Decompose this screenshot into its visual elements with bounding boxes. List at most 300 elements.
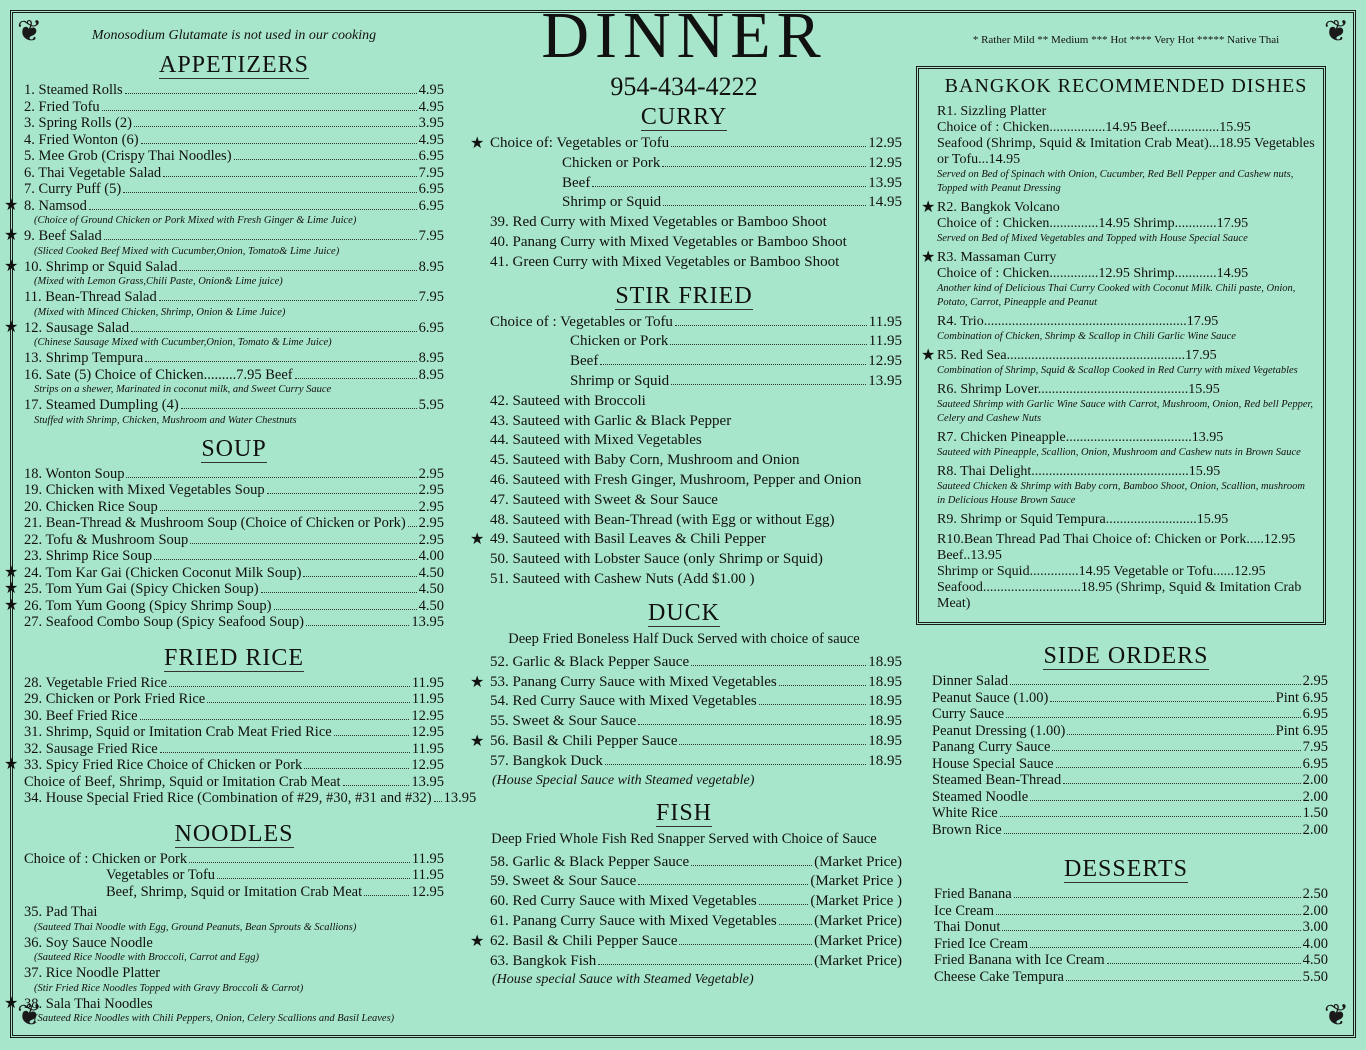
star-icon: ★	[4, 596, 19, 614]
menu-item	[4, 196, 444, 229]
menu-item-name: 36. Soy Sauce Noodle	[24, 934, 153, 951]
menu-item-line	[24, 790, 477, 807]
menu-item	[490, 392, 902, 412]
menu-item-name: 5. Mee Grob (Crispy Thai Noodles)	[24, 148, 232, 164]
menu-item	[490, 491, 902, 511]
menu-item-line	[24, 499, 444, 516]
dot-leader	[1006, 717, 1301, 718]
dot-leader	[670, 344, 866, 345]
star-icon: ★	[4, 580, 19, 597]
menu-item	[24, 482, 444, 499]
menu-item-line	[490, 313, 902, 333]
menu-item-name: 60. Red Curry Sauce with Mixed Vegetables	[490, 893, 757, 910]
curry-heading: CURRY	[640, 104, 728, 130]
menu-item	[24, 466, 444, 483]
menu-item-price: (Market Price)	[814, 853, 902, 870]
recommended-list	[921, 104, 1315, 612]
menu-item-price: (Market Price )	[810, 873, 902, 890]
menu-item-price: 4.00	[1302, 935, 1328, 952]
stir-fried-list	[466, 392, 902, 590]
desserts-heading: DESSERTS	[1064, 856, 1188, 882]
dot-leader	[1052, 750, 1300, 751]
menu-item	[4, 227, 444, 259]
menu-item-name: 10. Shrimp or Squid Salad	[24, 258, 178, 275]
menu-item-name: 18. Wonton Soup	[24, 465, 125, 482]
menu-item-line	[932, 690, 1328, 707]
dot-leader	[274, 609, 417, 610]
menu-item	[4, 580, 444, 598]
menu-item-desc: (Mixed with Minced Chicken, Shrimp, Onion & Lime Juice)	[34, 306, 286, 318]
menu-item-desc: (Sauteed Rice Noodles with Chili Peppers, Onion, Celery Scallions and Basil Leaves)	[34, 1013, 395, 1024]
menu-item	[932, 789, 1328, 806]
menu-item-line	[932, 739, 1328, 756]
fish-footer: (House special Sauce with Steamed Vegetable)	[492, 972, 754, 988]
menu-item	[932, 772, 1328, 789]
menu-item-line	[24, 82, 444, 99]
menu-item-price: 13.95	[443, 790, 477, 806]
dot-leader	[295, 378, 417, 379]
menu-item-name: Chicken or Pork	[570, 333, 669, 350]
star-icon: ★	[4, 227, 19, 244]
menu-item-line	[24, 614, 444, 631]
menu-item	[490, 313, 902, 333]
duck-list	[466, 653, 902, 772]
recommended-desc: Served on Bed of Mixed Vegetables and Topped with House Special Sauce	[937, 233, 1248, 244]
menu-item-line	[932, 723, 1328, 740]
menu-item-name: Beef	[570, 353, 599, 370]
star-icon: ★	[4, 563, 19, 581]
menu-item-name: 37. Rice Noodle Platter	[24, 965, 161, 981]
menu-item-price: 2.95	[418, 482, 444, 498]
dot-leader	[1014, 897, 1301, 898]
menu-item	[24, 724, 444, 741]
dot-leader	[663, 205, 866, 206]
fried-rice-heading: FRIED RICE	[163, 644, 304, 671]
dot-leader	[89, 209, 417, 210]
menu-item-name: Panang Curry Sauce	[932, 739, 1051, 755]
menu-item	[934, 936, 1328, 953]
star-icon: ★	[470, 135, 485, 152]
menu-item-line	[490, 174, 902, 194]
menu-item-line	[24, 548, 444, 565]
menu-item-line	[490, 154, 902, 174]
menu-item-name: 33. Spicy Fried Rice Choice of Chicken or Pork	[24, 757, 303, 773]
dot-leader	[306, 625, 409, 626]
menu-title: DINNER	[541, 0, 827, 72]
menu-item-name: Chicken or Pork	[562, 154, 661, 171]
menu-item	[932, 690, 1328, 707]
stir-fried-heading: STIR FRIED	[615, 282, 753, 309]
menu-item	[24, 708, 444, 725]
menu-item-line	[24, 350, 444, 367]
dot-leader	[159, 300, 417, 301]
menu-item	[470, 732, 902, 752]
menu-item-line	[24, 774, 444, 791]
menu-item-name: 51. Sauteed with Cashew Nuts (Add $1.00 )	[490, 570, 755, 587]
menu-item-line	[24, 181, 444, 198]
recommended-line: R7. Chicken Pineapple....................................13.95	[937, 430, 1224, 445]
menu-item-line	[24, 482, 444, 499]
menu-item	[4, 756, 444, 774]
dot-leader	[261, 592, 417, 593]
dot-leader	[334, 735, 410, 736]
menu-item-desc: (Choice of Ground Chicken or Pork Mixed with Fresh Ginger & Lime Juice)	[34, 215, 357, 226]
dot-leader	[1002, 930, 1300, 931]
menu-item	[934, 919, 1328, 936]
fish-intro: Deep Fried Whole Fish Red Snapper Served with Choice of Sauce	[491, 830, 877, 847]
menu-item-name: Choice of Beef, Shrimp, Squid or Imitation Crab Meat	[24, 773, 341, 790]
menu-item-name: 53. Panang Curry Sauce with Mixed Vegetables	[490, 673, 777, 690]
menu-item-name: 48. Sauteed with Bean-Thread (with Egg or without Egg)	[490, 511, 835, 528]
menu-item	[4, 257, 444, 290]
menu-item	[934, 903, 1328, 920]
heat-scale: * Rather Mild ** Medium *** Hot **** Very Hot ***** Native Thai	[972, 34, 1280, 46]
menu-item-line	[24, 581, 444, 598]
menu-item-name: 1. Steamed Rolls	[24, 82, 123, 98]
noodles-heading: NOODLES	[174, 820, 294, 847]
menu-item-name: 55. Sweet & Sour Sauce	[490, 713, 637, 730]
menu-item-name: Shrimp or Squid	[562, 194, 662, 211]
dot-leader	[408, 526, 417, 527]
menu-item-price: 7.95	[418, 164, 444, 181]
menu-item	[932, 723, 1328, 740]
menu-item	[490, 853, 902, 873]
menu-item-name: 13. Shrimp Tempura	[24, 350, 144, 366]
menu-item-line	[24, 851, 444, 868]
menu-item-name: Beef	[562, 174, 591, 191]
menu-item-price: 4.50	[418, 597, 444, 614]
menu-item-price: 13.95	[868, 372, 902, 389]
dot-leader	[104, 239, 417, 240]
menu-item-name: 29. Chicken or Pork Fried Rice	[24, 691, 206, 707]
menu-item-desc: Strips on a shewer, Marinated in coconut milk, and Sweet Curry Sauce	[34, 384, 332, 395]
recommended-desc: Combination of Chicken, Shrimp & Scallop in Chili Garlic Wine Sauce	[937, 331, 1236, 342]
corner-ornament-icon: ❦	[17, 999, 43, 1032]
menu-item-name: 6. Thai Vegetable Salad	[24, 164, 162, 181]
menu-item	[490, 653, 902, 673]
menu-item-line	[932, 805, 1328, 822]
menu-item-line	[490, 932, 902, 952]
star-icon: ★	[4, 994, 19, 1012]
menu-item-price: 11.95	[411, 867, 444, 883]
menu-item-price: 8.95	[418, 258, 444, 275]
menu-item-price: 7.95	[418, 289, 444, 305]
menu-item-name: 47. Sauteed with Sweet & Sour Sauce	[490, 491, 718, 508]
menu-item-line	[490, 653, 902, 673]
dot-leader	[671, 384, 866, 385]
menu-item-line	[932, 673, 1328, 690]
menu-item-name: Cheese Cake Tempura	[934, 968, 1064, 985]
menu-item-name: 58. Garlic & Black Pepper Sauce	[490, 853, 690, 870]
menu-item-line	[490, 332, 902, 352]
menu-item-price: 2.00	[1302, 788, 1328, 805]
menu-item-price: 18.95	[868, 713, 902, 730]
menu-item-price: 18.95	[868, 673, 902, 690]
menu-item-name: Vegetables or Tofu	[106, 867, 216, 883]
menu-item-line	[24, 724, 444, 741]
menu-item-price: 11.95	[868, 333, 902, 350]
dot-leader	[125, 93, 417, 94]
menu-item-price: 3.95	[418, 115, 444, 131]
menu-item	[24, 367, 444, 398]
menu-item-desc: (Sauteed Rice Noodle with Broccoli, Carrot and Egg)	[34, 952, 259, 963]
menu-item-name: 32. Sausage Fried Rice	[24, 740, 158, 757]
recommended-item	[937, 314, 1315, 344]
star-icon: ★	[470, 531, 485, 549]
recommended-item	[937, 532, 1315, 612]
menu-item-price: 18.95	[868, 653, 902, 670]
menu-item	[24, 790, 477, 807]
star-icon: ★	[921, 347, 936, 364]
menu-item	[490, 892, 902, 912]
menu-item-price: 12.95	[868, 154, 902, 171]
dot-leader	[662, 166, 866, 167]
corner-ornament-icon: ❦	[1323, 15, 1349, 48]
recommended-line: Choice of : Chicken..............14.95 Shrimp............17.95	[937, 216, 1249, 231]
dot-leader	[140, 719, 410, 720]
menu-item-name: 19. Chicken with Mixed Vegetables Soup	[24, 482, 265, 498]
menu-item	[932, 822, 1328, 839]
menu-item-name: 63. Bangkok Fish	[490, 952, 597, 969]
recommended-line: R2. Bangkok Volcano	[937, 200, 1060, 215]
menu-item-price: 2.95	[418, 515, 444, 531]
menu-item-line	[490, 712, 902, 732]
menu-item	[24, 935, 444, 966]
menu-item	[490, 712, 902, 732]
recommended-desc: Sauteed Chicken & Shrimp with Baby corn, Bamboo Shoot, Onion, Scallion, mushroom in Delicious House Brown Sauce	[937, 481, 1305, 506]
menu-item-name: 12. Sausage Salad	[24, 319, 130, 336]
menu-item	[24, 532, 444, 549]
menu-item-name: Peanut Dressing (1.00)	[932, 722, 1066, 739]
menu-item	[932, 706, 1328, 723]
menu-item	[490, 233, 902, 253]
menu-item-line	[24, 367, 444, 384]
recommended-line: R6. Shrimp Lover...........................................15.95	[937, 382, 1220, 397]
menu-item-name: 62. Basil & Chili Pepper Sauce	[490, 932, 678, 949]
menu-item-name: 22. Tofu & Mushroom Soup	[24, 531, 189, 548]
recommended-desc: Sauteed Shrimp with Garlic Wine Sauce with Carrot, Mushroom, Onion, Red bell Pepper, Celery and Cashew Nuts	[937, 399, 1314, 424]
dot-leader	[675, 325, 867, 326]
menu-item-line	[490, 912, 902, 932]
menu-item-line	[24, 532, 444, 549]
star-icon: ★	[921, 249, 936, 266]
menu-item-price: 8.95	[418, 350, 444, 366]
menu-item-price: 4.50	[1302, 952, 1328, 968]
menu-item-name: 3. Spring Rolls (2)	[24, 115, 132, 131]
menu-item-price: 14.95	[868, 194, 902, 211]
soup-list	[4, 465, 444, 631]
star-icon: ★	[4, 257, 19, 275]
menu-item-line	[24, 99, 444, 116]
menu-item-line	[934, 886, 1328, 903]
menu-item-line	[24, 228, 444, 245]
dot-leader	[1000, 816, 1301, 817]
menu-item-price: 3.00	[1302, 919, 1328, 935]
menu-item	[24, 904, 444, 935]
menu-item-desc: (Sauteed Thai Noodle with Egg, Ground Peanuts, Bean Sprouts & Scallions)	[34, 921, 357, 933]
menu-item	[490, 372, 902, 392]
menu-item-name: Steamed Bean-Thread	[932, 772, 1062, 788]
menu-item	[24, 741, 444, 758]
dot-leader	[691, 665, 866, 666]
dot-leader	[759, 904, 809, 905]
menu-item-price: 18.95	[868, 732, 902, 749]
menu-item	[932, 805, 1328, 822]
menu-item-name: 38. Sala Thai Noodles	[24, 995, 153, 1012]
menu-item	[490, 952, 902, 972]
star-icon: ★	[470, 673, 485, 691]
dot-leader	[364, 895, 409, 896]
menu-item-price: 12.95	[411, 707, 444, 724]
recommended-item	[921, 249, 1315, 310]
menu-item-price: (Market Price)	[814, 912, 902, 929]
dot-leader	[181, 408, 417, 409]
menu-item-line	[490, 892, 902, 912]
dot-leader	[134, 126, 417, 127]
dot-leader	[691, 865, 812, 866]
dot-leader	[592, 186, 866, 187]
menu-item-price: 2.95	[418, 498, 444, 515]
menu-item-line	[490, 872, 902, 892]
menu-item-price: 1.50	[1302, 805, 1328, 821]
phone-number: 954-434-4222	[610, 72, 758, 101]
duck-intro: Deep Fried Boneless Half Duck Served with choice of sauce	[508, 630, 860, 647]
menu-item-price: 13.95	[411, 614, 444, 630]
menu-item-line	[24, 165, 444, 182]
menu-item-price: 5.95	[418, 397, 444, 413]
recommended-line: Seafood............................18.95 (Shrimp, Squid & Imitation Crab Meat)	[937, 580, 1302, 611]
menu-item	[490, 352, 902, 372]
menu-item-line	[24, 115, 444, 132]
menu-item-name: 41. Green Curry with Mixed Vegetables or Bamboo Shoot	[490, 253, 840, 270]
menu-item-line	[24, 884, 444, 901]
dot-leader	[638, 884, 808, 885]
menu-item-line	[490, 692, 902, 712]
menu-item	[934, 969, 1328, 986]
recommended-line: Choice of : Chicken..............12.95 Shrimp............14.95	[937, 266, 1249, 281]
menu-item-name: 9. Beef Salad	[24, 228, 102, 244]
menu-item-price: 7.95	[418, 228, 444, 244]
recommended-item	[937, 464, 1315, 508]
menu-item-name: 4. Fried Wonton (6)	[24, 131, 139, 148]
menu-item	[932, 756, 1328, 773]
menu-item-price: 11.95	[411, 740, 444, 757]
menu-item-price: 2.00	[1302, 772, 1328, 788]
dot-leader	[131, 331, 417, 332]
menu-item-desc: (Chinese Sausage Mixed with Cucumber,Onion, Tomato & Lime Juice)	[34, 337, 332, 348]
dot-leader	[996, 914, 1301, 915]
right-column	[916, 30, 1336, 985]
dot-leader	[679, 944, 812, 945]
menu-item-line	[24, 132, 444, 149]
menu-item-line	[24, 675, 444, 692]
menu-item-name: Fried Banana	[934, 886, 1012, 902]
menu-item-price: Pint 6.95	[1275, 689, 1328, 706]
menu-item-line	[490, 372, 902, 392]
menu-item-name: Dinner Salad	[932, 673, 1009, 689]
recommended-line: R4. Trio..........................................................17.95	[937, 314, 1219, 329]
dot-leader	[343, 785, 410, 786]
dot-leader	[779, 924, 812, 925]
menu-item-line	[934, 919, 1328, 936]
recommended-item	[937, 512, 1315, 528]
menu-item-line	[934, 903, 1328, 920]
dot-leader	[759, 704, 866, 705]
recommended-line: Choice of : Chicken................14.95 Beef...............15.95	[937, 120, 1251, 135]
menu-item	[24, 675, 444, 692]
menu-item-price: 12.95	[411, 883, 444, 900]
recommended-desc: Served on Bed of Spinach with Onion, Cucumber, Red Bell Pepper and Cashew nuts, Topped with Peanut Dressing	[937, 169, 1294, 194]
menu-item-name: 25. Tom Yum Gai (Spicy Chicken Soup)	[24, 581, 259, 597]
menu-item	[24, 82, 444, 99]
dot-leader	[1004, 833, 1301, 834]
dot-leader	[190, 543, 416, 544]
menu-item-price: 5.50	[1302, 968, 1328, 985]
menu-item	[24, 499, 444, 516]
dot-leader	[145, 361, 416, 362]
soup-heading: SOUP	[201, 435, 267, 462]
menu-item-price: 6.95	[418, 181, 444, 197]
msg-note: Monosodium Glutamate is not used in our cooking	[91, 28, 377, 43]
menu-item-line	[932, 822, 1328, 839]
dot-leader	[1066, 980, 1301, 981]
menu-item-price: 4.95	[418, 131, 444, 148]
menu-item	[490, 213, 902, 233]
recommended-line: R3. Massaman Curry	[937, 250, 1057, 265]
recommended-line: R1. Sizzling Platter	[937, 104, 1047, 119]
noodles-list	[4, 904, 444, 1026]
menu-item-line	[490, 952, 902, 972]
menu-item-line	[24, 198, 444, 215]
menu-item-name: 2. Fried Tofu	[24, 98, 100, 115]
dot-leader	[163, 176, 416, 177]
corner-ornament-icon: ❦	[17, 15, 43, 48]
menu-item-name: 59. Sweet & Sour Sauce	[490, 873, 637, 890]
menu-item-price: 11.95	[411, 691, 444, 707]
star-icon: ★	[4, 196, 19, 214]
menu-item	[24, 774, 444, 791]
menu-item-price: 11.95	[411, 674, 444, 691]
menu-item	[24, 148, 444, 165]
menu-item	[24, 884, 444, 901]
dot-leader	[600, 364, 866, 365]
menu-item	[490, 692, 902, 712]
menu-item-name: Peanut Sauce (1.00)	[932, 689, 1049, 706]
fish-list	[466, 853, 902, 972]
recommended-line: Seafood (Shrimp, Squid & Imitation Crab Meat)...18.95 Vegetables or Tofu...14.95	[937, 136, 1315, 167]
menu-item-name: 8. Namsod	[24, 197, 87, 214]
dot-leader	[160, 752, 410, 753]
dot-leader	[303, 576, 416, 577]
menu-item	[24, 851, 444, 868]
curry-list	[466, 213, 902, 272]
menu-item	[24, 181, 444, 198]
menu-item-price: 11.95	[411, 850, 444, 867]
menu-item-price: 13.95	[868, 174, 902, 191]
menu-item-price: 4.95	[418, 98, 444, 115]
recommended-item	[937, 104, 1315, 196]
menu-item	[24, 115, 444, 132]
menu-item-name: 49. Sauteed with Basil Leaves & Chili Pepper	[490, 531, 766, 548]
menu-item	[24, 165, 444, 182]
dot-leader	[141, 143, 417, 144]
dot-leader	[207, 702, 410, 703]
menu-item-line	[24, 148, 444, 165]
dot-leader	[160, 510, 417, 511]
dot-leader	[1056, 767, 1301, 768]
menu-item-name: 11. Bean-Thread Salad	[24, 289, 157, 305]
menu-item	[24, 350, 444, 367]
